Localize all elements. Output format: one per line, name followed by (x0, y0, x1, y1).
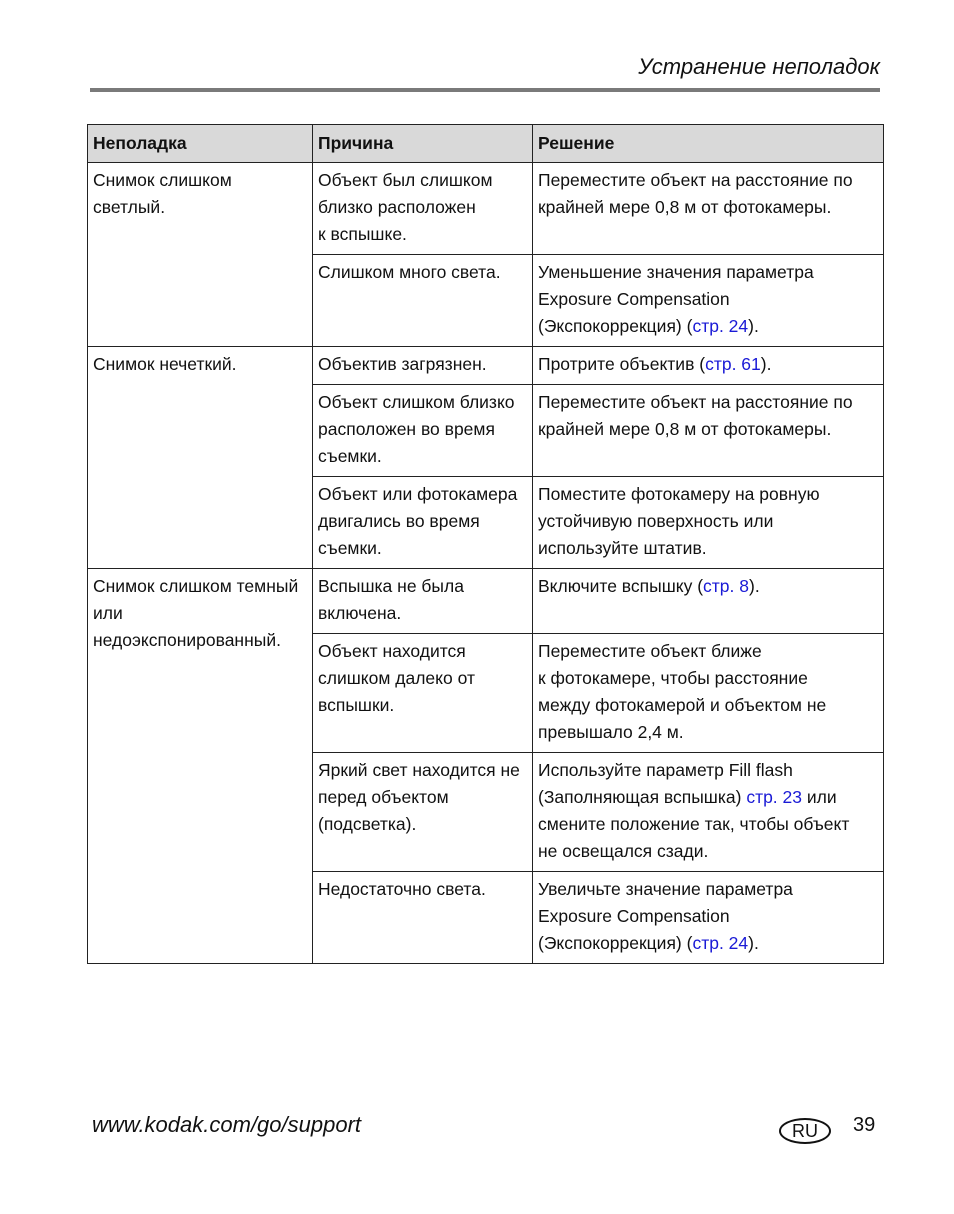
page-reference-link[interactable]: стр. 61 (705, 354, 761, 374)
page-number: 39 (853, 1114, 876, 1136)
header-divider (90, 88, 880, 92)
table-row (88, 347, 884, 385)
solution-cell (533, 255, 884, 347)
solution-cell (533, 634, 884, 753)
solution-cell (533, 385, 884, 477)
cause-cell: Слишком много света. (313, 255, 533, 347)
cause-cell: Объект находится слишком далеко от вспышки. (313, 634, 533, 753)
solution-cell (533, 163, 884, 255)
solution-text: Переместите объект на расстояние по крайней мере 0,8 м от фотокамеры. (538, 392, 853, 439)
solution-text: Переместите объект ближе к фотокамере, чтобы расстояние между фотокамерой и объектом не превышало 2,4 м. (538, 641, 827, 742)
problem-cell: Снимок слишком темный или недоэкспонированный. (88, 569, 313, 964)
solution-text: Поместите фотокамеру на ровную устойчивую поверхность или используйте штатив. (538, 484, 820, 558)
column-header-solution: Решение (533, 125, 884, 163)
solution-text-end: ). (748, 316, 759, 336)
cause-cell: Яркий свет находится не перед объектом (подсветка). (313, 753, 533, 872)
problem-cell: Снимок слишком светлый. (88, 163, 313, 347)
solution-text-end: ). (748, 933, 759, 953)
table-row (88, 163, 884, 255)
page-reference-link[interactable]: стр. 24 (692, 316, 749, 336)
column-header-problem: Неполадка (88, 125, 313, 163)
cause-cell: Недостаточно света. (313, 872, 533, 964)
table-header-row (88, 125, 884, 163)
page-reference-link[interactable]: стр. 8 (703, 576, 749, 596)
cause-cell: Объект был слишком близко расположен к вспышке. (313, 163, 533, 255)
solution-text: Используйте параметр Fill flash (Заполняющая вспышка) (538, 760, 793, 807)
solution-cell (533, 872, 884, 964)
solution-text: Протрите объектив ( (538, 354, 706, 374)
solution-text-end: или смените положение так, чтобы объект не освещался сзади. (538, 787, 850, 861)
solution-text-end: ). (749, 576, 760, 596)
solution-text-end: ). (760, 354, 772, 374)
cause-cell: Объект или фотокамера двигались во время съемки. (313, 477, 533, 569)
page-reference-link[interactable]: стр. 24 (692, 933, 749, 953)
column-header-cause: Причина (313, 125, 533, 163)
solution-text: Уменьшение значения параметра Exposure Compensation (Экспокоррекция) ( (538, 262, 814, 336)
solution-cell (533, 477, 884, 569)
solution-text: Переместите объект на расстояние по крайней мере 0,8 м от фотокамеры. (538, 170, 853, 217)
support-url[interactable]: www.kodak.com/go/support (92, 1112, 362, 1137)
problem-cell: Снимок нечеткий. (88, 347, 313, 569)
cause-cell: Объектив загрязнен. (313, 347, 533, 385)
solution-cell (533, 753, 884, 872)
page-reference-link[interactable]: стр. 23 (746, 787, 802, 807)
troubleshooting-table (87, 124, 884, 964)
solution-text: Увеличьте значение параметра Exposure Compensation (Экспокоррекция) ( (538, 879, 793, 953)
solution-text: Включите вспышку ( (538, 576, 704, 596)
cause-cell: Объект слишком близко расположен во время съемки. (313, 385, 533, 477)
solution-cell (533, 347, 884, 385)
language-badge: RU (779, 1118, 831, 1144)
cause-cell: Вспышка не была включена. (313, 569, 533, 634)
solution-cell (533, 569, 884, 634)
page-header-title: Устранение неполадок (638, 54, 880, 79)
table-row (88, 569, 884, 634)
